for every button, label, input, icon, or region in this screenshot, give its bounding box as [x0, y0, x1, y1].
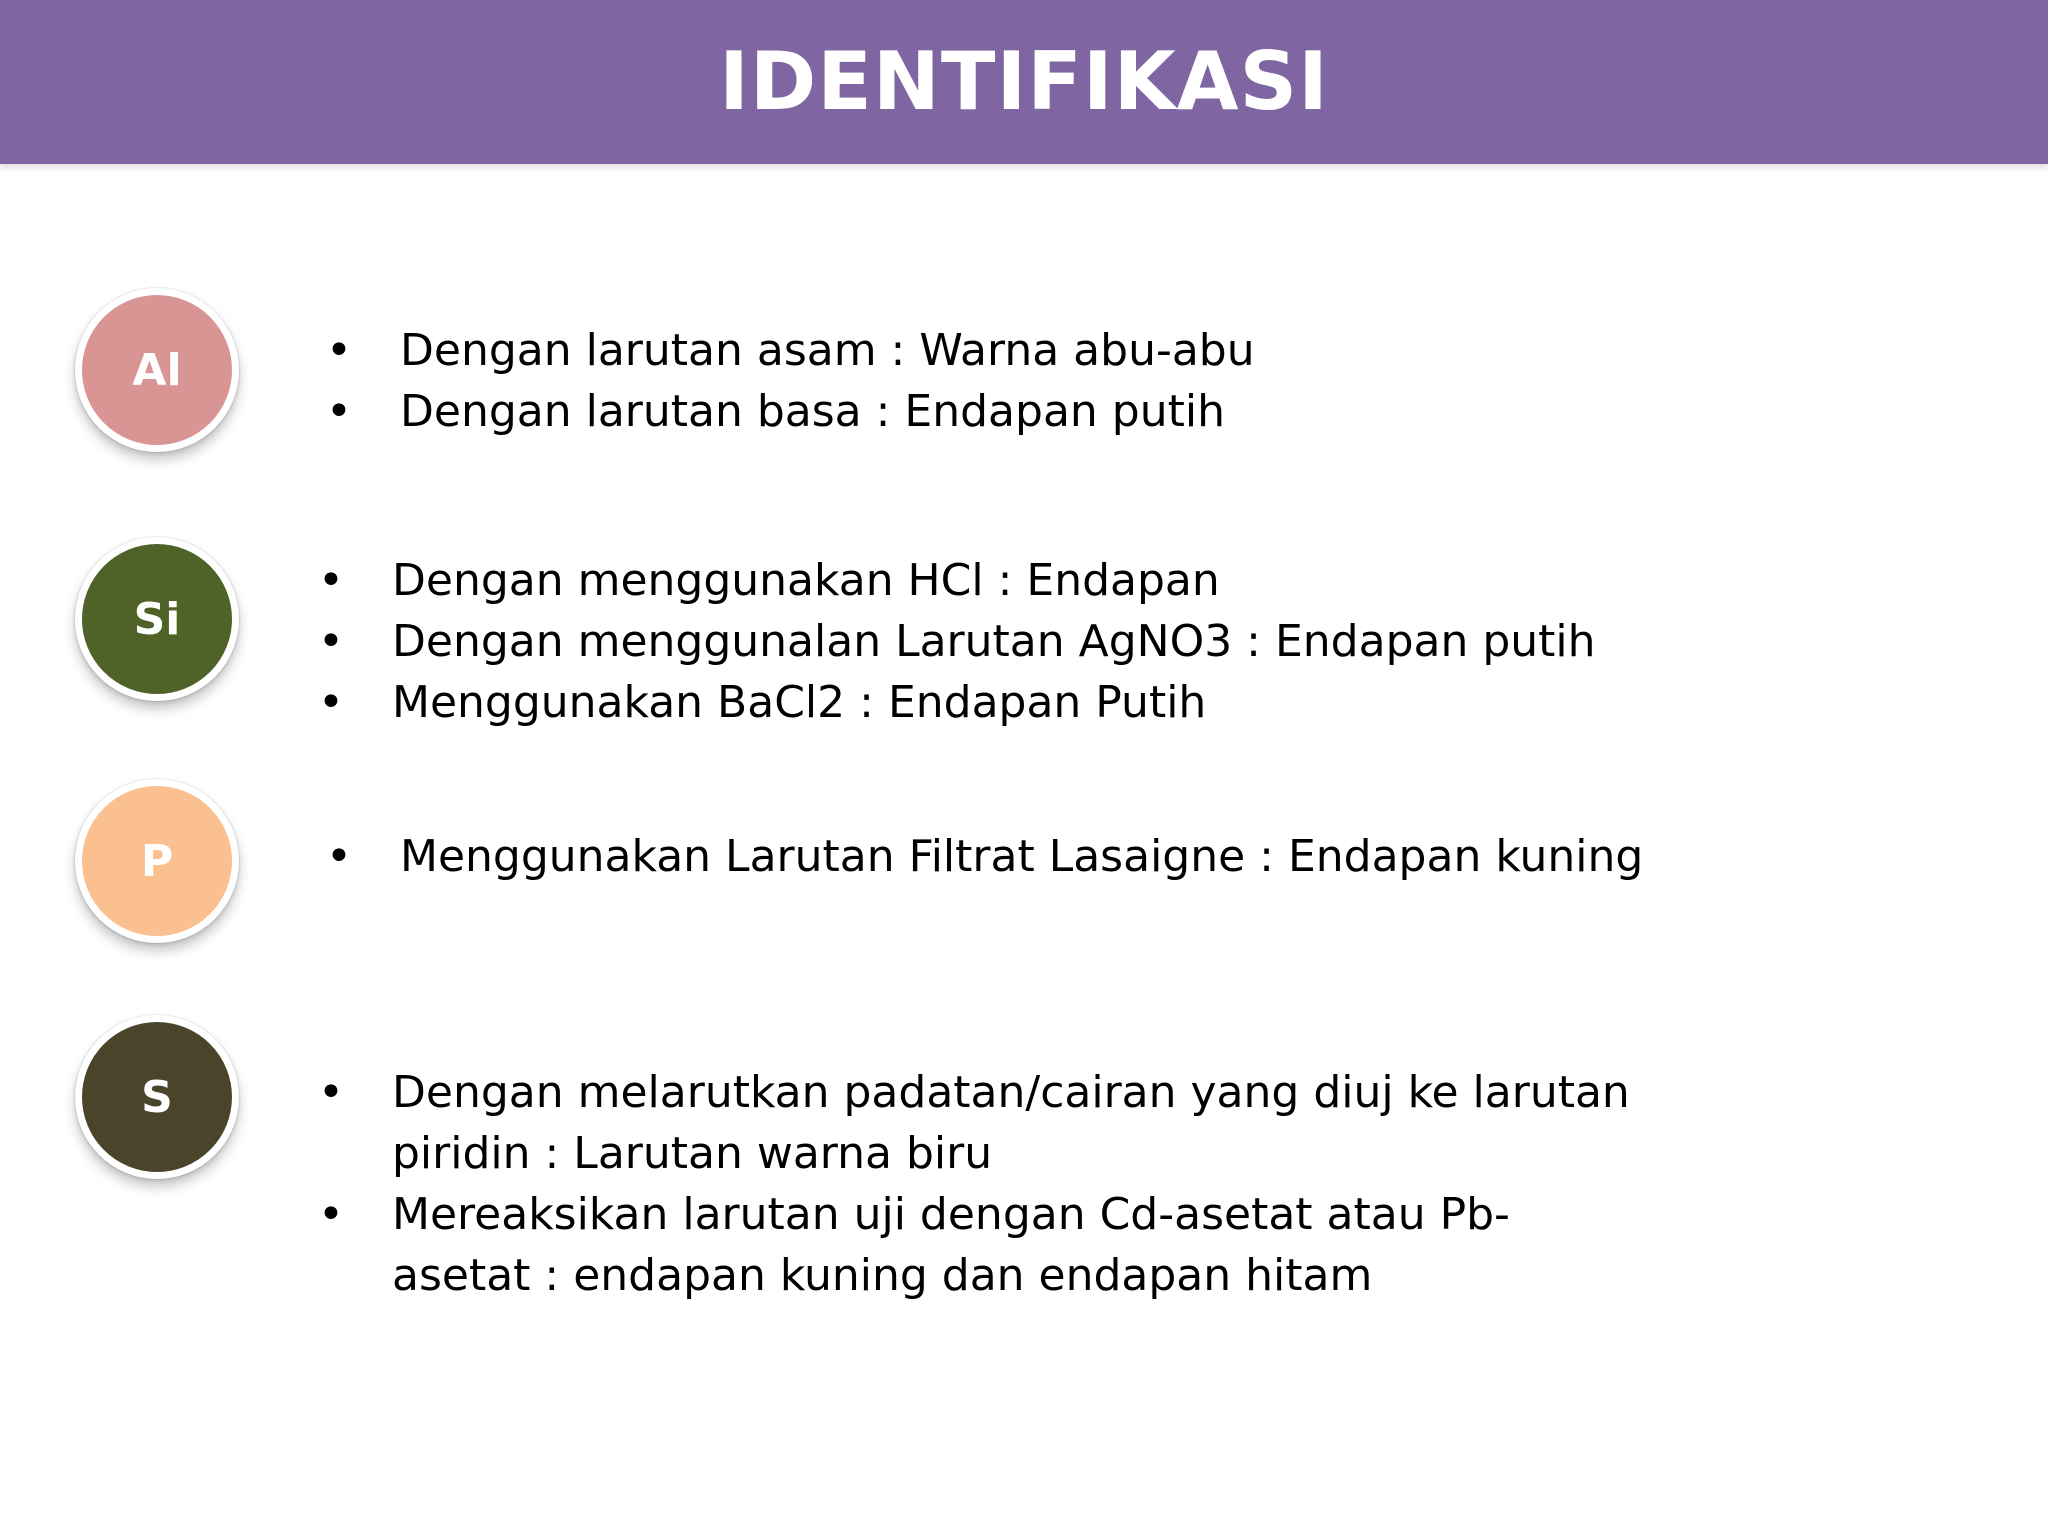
- list-item: • Mereaksikan larutan uji dengan Cd-asetat atau Pb-asetat : endapan kuning dan endapan hitam: [318, 1184, 1638, 1306]
- bullet-list-s: [318, 1062, 1638, 1306]
- element-symbol: Al: [132, 344, 182, 396]
- list-item: • Dengan larutan basa : Endapan putih: [326, 381, 1255, 442]
- title-bar: [0, 0, 2048, 164]
- element-symbol: Si: [133, 593, 181, 645]
- page-title: IDENTIFIKASI: [719, 35, 1329, 128]
- list-item: • Dengan melarutkan padatan/cairan yang diuj ke larutan piridin : Larutan warna biru: [318, 1062, 1638, 1184]
- list-item: • Dengan larutan asam : Warna abu-abu: [326, 320, 1255, 381]
- element-badge-si: [75, 537, 239, 701]
- list-item: • Menggunakan BaCl2 : Endapan Putih: [318, 672, 1596, 733]
- list-item: • Dengan menggunakan HCl : Endapan: [318, 550, 1596, 611]
- bullet-list-p: [326, 826, 1643, 887]
- element-symbol: P: [140, 835, 174, 887]
- list-item: • Dengan menggunalan Larutan AgNO3 : Endapan putih: [318, 611, 1596, 672]
- element-badge-s: [75, 1015, 239, 1179]
- element-badge-p: [75, 779, 239, 943]
- element-symbol: S: [141, 1071, 173, 1123]
- bullet-list-si: [318, 550, 1596, 733]
- list-item: • Menggunakan Larutan Filtrat Lasaigne : Endapan kuning: [326, 826, 1643, 887]
- bullet-list-al: [326, 320, 1255, 442]
- element-badge-al: [75, 288, 239, 452]
